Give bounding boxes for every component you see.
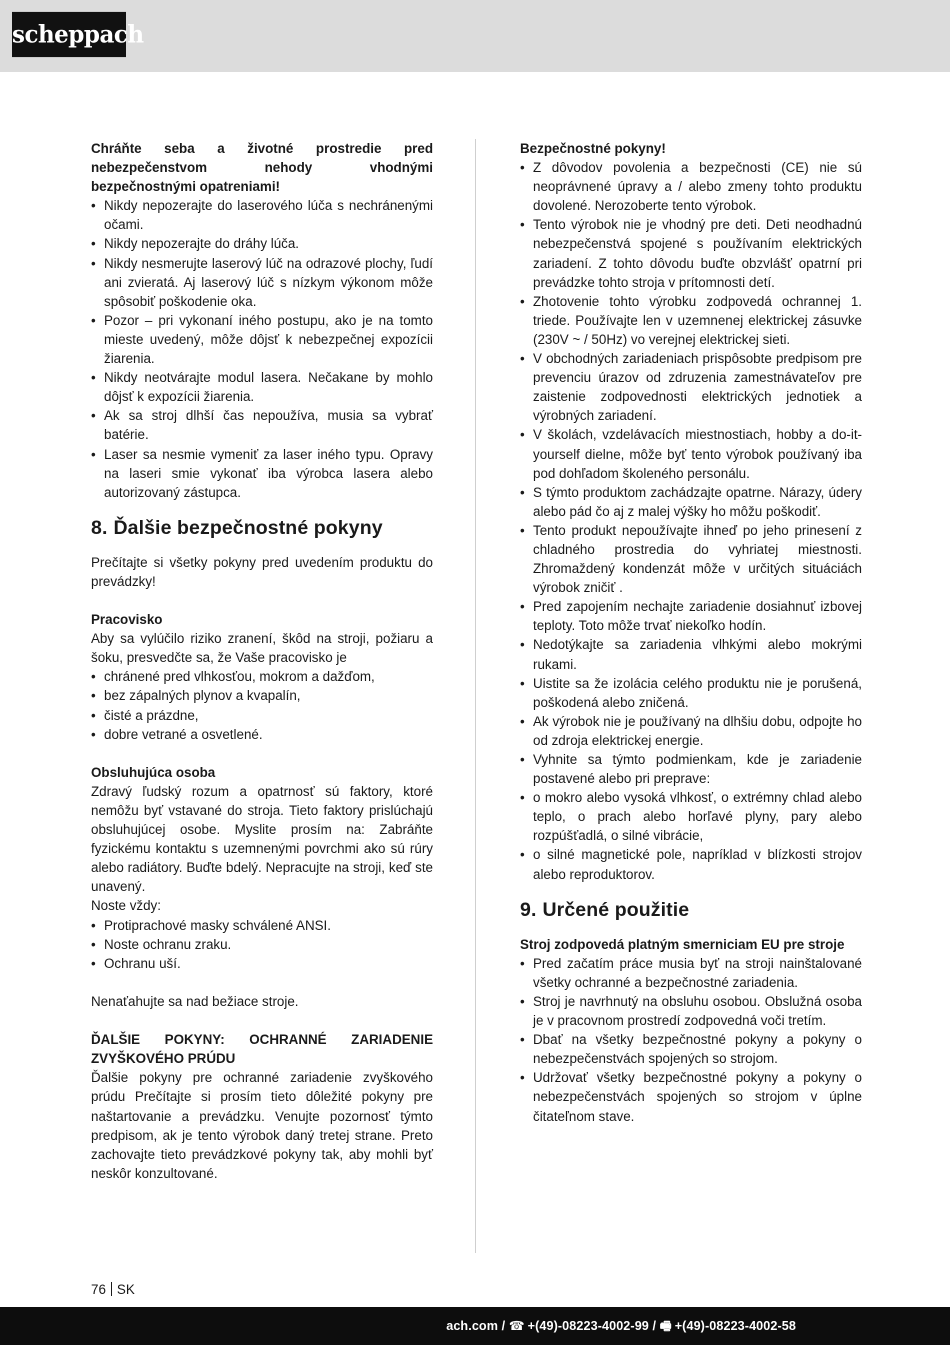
list-item: • Dbať na všetky bezpečnostné pokyny a pokyny o nebezpečenstvách spojených so strojom. <box>520 1030 862 1068</box>
rcd-text: Ďalšie pokyny pre ochranné zariadenie zvyškového prúdu Prečítajte si prosím tieto dôležité pokyny pre naštartovanie a prevádzku. Venujte pozornosť týmto predpisom, ak je tento výrobok daný tretej strane. Preto zachovajte tieto prevádzkové pokyny tak, aby mohli byť neskôr konzultované. <box>91 1070 433 1181</box>
list-item: • Z dôvodov povolenia a bezpečnosti (CE) nie sú neoprávnené úpravy a / alebo zmeny tohto produktu dovolené. Nerozoberte tento výrobok. <box>520 158 862 215</box>
intended-use-list <box>520 954 862 1126</box>
list-item: • Nikdy nepozerajte do laserového lúča s nechránenými očami. <box>91 196 433 234</box>
list-item: • Nikdy nesmerujte laserový lúč na odrazové plochy, ľudí ani zvieratá. Aj laserový lúč s nízkym výkonom môže spôsobiť poškodenie oka. <box>91 254 433 311</box>
workplace-heading: Pracovisko <box>91 612 163 628</box>
section-8-heading <box>91 515 433 541</box>
list-item: • Ochranu uší. <box>91 954 433 973</box>
section-9-heading <box>520 897 862 923</box>
phone-icon: ☎ <box>508 1319 525 1333</box>
section-number: 8. <box>91 516 108 539</box>
list-item: • o silné magnetické pole, napríklad v blízkosti strojov alebo reproduktorov. <box>520 845 862 883</box>
list-item: • Tento výrobok nie je vhodný pre deti. Deti neodhadnú nebezpečenstvá spojené s používaním elektrických zariadení. Z tohto dôvodu buďte obzvlášť opatrní pri prevádzke tohto stroja v prítomnosti detí. <box>520 215 862 291</box>
eu-directive-heading: Stroj zodpovedá platným smerniciam EU pre stroje <box>520 936 845 952</box>
phone-number: +(49)-08223-4002-99 / <box>527 1319 657 1333</box>
operator-always: Noste vždy: <box>91 898 161 914</box>
header-band <box>0 0 950 72</box>
contact-bar <box>0 1307 950 1345</box>
list-item: • Laser sa nesmie vymeniť za laser iného typu. Opravy na laseri smie vykonať iba výrobca lasera alebo autorizovaný zástupca. <box>91 445 433 502</box>
list-item: • Stroj je navrhnutý na obsluhu osobou. Obslužná osoba je v pracovnom prostredí zodpovedná voči tretím. <box>520 992 862 1030</box>
list-item: • V obchodných zariadeniach prispôsobte predpisom pre prevenciu úrazov od zdruzenia zamestnávateľov pre zaistenie zodpovednosti elektrických jednotiek a výrobných zariadení. <box>520 349 862 425</box>
operator-heading: Obsluhujúca osoba <box>91 764 216 780</box>
safety-heading: Bezpečnostné pokyny! <box>520 141 666 156</box>
list-item: • Pred začatím práce musia byť na stroji nainštalované všetky ochranné a bezpečnostné zariadenia. <box>520 954 862 992</box>
operator-text: Zdravý ľudský rozum a opatrnosť sú faktory, ktoré nemôžu byť vstavané do stroja. Tieto faktory prislúchajú obsluhujúcej osobe. Myslite prosím na: Zabráňte fyzickému kontaktu s uzemnenými povrchmi ako sú rúry alebo radiátory. Buďte bdelý. Nepracujte na stroji, keď ste unavený. <box>91 783 433 895</box>
list-item: • Nikdy nepozerajte do dráhy lúča. <box>91 234 433 253</box>
list-item: • Pozor – pri vykonaní iného postupu, ako je na tomto mieste uvedený, môže dôjsť k nebezpečnej expozícii žiarenia. <box>91 311 433 368</box>
page-footer <box>91 1280 135 1299</box>
operator-list <box>91 916 433 973</box>
list-item: • dobre vetrané a osvetlené. <box>91 725 433 744</box>
read-all-instructions: Prečítajte si všetky pokyny pred uvedením produktu do prevádzky! <box>91 554 433 589</box>
list-item: • Uistite sa že izolácia celého produktu nie je porušená, poškodená alebo zničená. <box>520 674 862 712</box>
workplace-text: Aby sa vylúčilo riziko zranení, škôd na stroji, požiaru a šoku, presvedčte sa, že Vaše pracovisko je <box>91 631 433 666</box>
intro-heading: Chráňte seba a životné prostredie pred nebezpečenstvom nehody vhodnými bezpečnostnými opatreniami! <box>91 141 433 195</box>
list-item: • V školách, vzdelávacích miestnostiach, hobby a do-it-yourself dielne, môže byť tento výrobok používaný iba pod dohľadom školeného personálu. <box>520 425 862 482</box>
list-item: • Udržovať všetky bezpečnostné pokyny a pokyny o nebezpečenstvách spojených so strojom v úplne čitateľnom stave. <box>520 1068 862 1125</box>
right-column <box>520 139 862 1126</box>
list-item: • bez zápalných plynov a kvapalín, <box>91 686 433 705</box>
section-number: 9. <box>520 898 537 921</box>
section-title: Ďalšie bezpečnostné pokyny <box>113 516 383 539</box>
list-item: • Nikdy neotvárajte modul lasera. Nečakane by mohlo dôjsť k expozícii žiarenia. <box>91 368 433 406</box>
page-number: 76 <box>91 1282 106 1297</box>
list-item: • Noste ochranu zraku. <box>91 935 433 954</box>
list-item: • S týmto produktom zachádzajte opatrne. Nárazy, údery alebo pád čo aj z malej výšky ho môžu poškodiť. <box>520 483 862 521</box>
fax-icon: 🖷 <box>659 1319 672 1333</box>
list-item: • Vyhnite sa týmto podmienkam, kde je zariadenie postavené alebo pri preprave: <box>520 750 862 788</box>
scheppach-logo: scheppach <box>12 12 126 57</box>
workplace-list <box>91 667 433 743</box>
list-item: • Zhotovenie tohto výrobku zodpovedá ochrannej 1. triede. Používajte len v uzemnenej elektrickej zásuvke (230V ~ / 50Hz) vo verejnej elektrickej sieti. <box>520 292 862 349</box>
list-item: • o mokro alebo vysoká vlhkosť, o extrémny chlad alebo teplo, o prach alebo horľavé plyny, pary alebo rozpúšťadlá, o silné vibrácie, <box>520 788 862 845</box>
no-lean-warning: Nenaťahujte sa nad bežiace stroje. <box>91 993 299 1009</box>
safety-list <box>520 158 862 884</box>
language-code: SK <box>116 1282 135 1297</box>
left-column <box>91 139 433 1183</box>
list-item: • Ak sa stroj dlhší čas nepoužíva, musia sa vybrať batérie. <box>91 406 433 444</box>
list-item: • Nedotýkajte sa zariadenia vlhkými alebo mokrými rukami. <box>520 635 862 673</box>
list-item: • Protiprachové masky schválené ANSI. <box>91 916 433 935</box>
contact-info <box>446 1317 796 1338</box>
list-item: • čisté a prázdne, <box>91 706 433 725</box>
footer-separator <box>111 1282 112 1296</box>
list-item: • chránené pred vlhkosťou, mokrom a dažďom, <box>91 667 433 686</box>
list-item: • Pred zapojením nechajte zariadenie dosiahnuť izbovej teploty. Toto môže trvať niekoľko hodín. <box>520 597 862 635</box>
section-title: Určené použitie <box>542 898 690 921</box>
list-item: • Tento produkt nepoužívajte ihneď po jeho prinesení z chladného prostredia do vyhriatej miestnosti. Zhromaždený kondenzát môže v určitých situáciách výrobok zničiť . <box>520 521 862 597</box>
laser-safety-list <box>91 196 433 502</box>
fax-number: +(49)-08223-4002-58 <box>674 1319 796 1333</box>
column-divider <box>475 139 476 1253</box>
rcd-heading: ĎALŠIE POKYNY: OCHRANNÉ ZARIADENIE ZVYŠKOVÉHO PRÚDU <box>91 1032 433 1067</box>
email-tail: ach.com / <box>446 1319 506 1333</box>
list-item: • Ak výrobok nie je používaný na dlhšiu dobu, odpojte ho od zdroja elektrickej energie. <box>520 712 862 750</box>
